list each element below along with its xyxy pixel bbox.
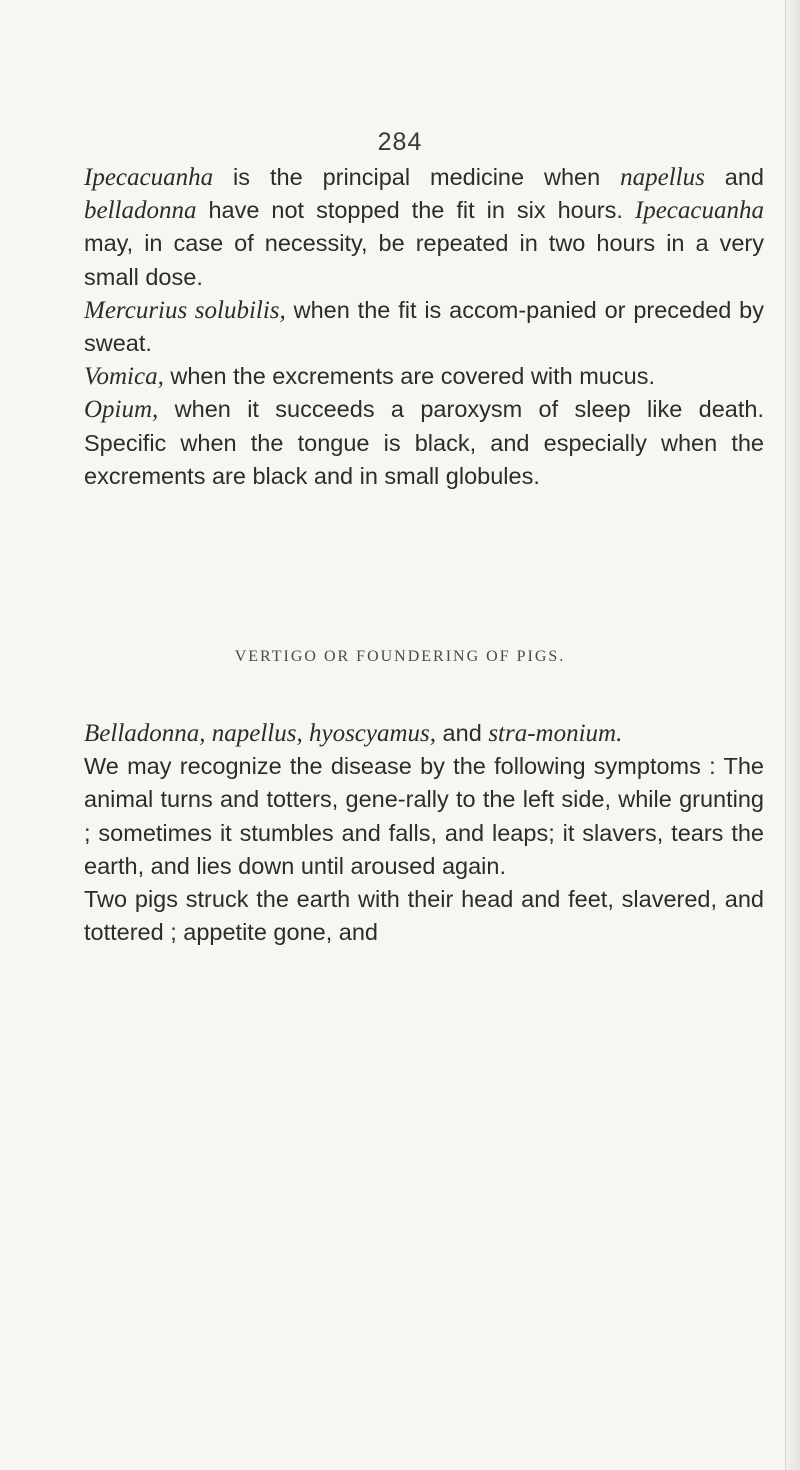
paragraph-opium: [84, 393, 764, 493]
page-edge: [785, 0, 800, 1470]
text-block-ipecacuanha: [84, 161, 764, 493]
page-number: 284: [377, 128, 423, 156]
medicine-name: Belladonna, napellus, hyoscyamus,: [84, 720, 437, 747]
paragraph-text: when the fit is accom-panied or preceded by sweat.: [84, 296, 765, 357]
paragraph-text: is the principal medicine when: [213, 164, 621, 190]
medicine-name: Vomica,: [84, 363, 164, 391]
paragraph-text: when it succeeds a paroxysm of sleep like death. Specific when the tongue is black, and especially when the excrements are black and in small globules.: [84, 396, 764, 489]
paragraph-text: and: [436, 720, 489, 746]
medicine-name: Ipecacuanha: [634, 197, 764, 225]
section-heading: VERTIGO OR FOUNDERING OF PIGS.: [234, 648, 566, 665]
medicine-name: belladonna: [84, 197, 197, 225]
medicine-name: Ipecacuanha: [84, 164, 214, 191]
paragraph-text: when the excrements are covered with mucus.: [163, 363, 655, 390]
paragraph-remedies: [84, 717, 764, 750]
paragraph-text: have not stopped the fit in six hours.: [196, 197, 635, 224]
medicine-name: stra-monium.: [488, 720, 623, 747]
medicine-name: napellus: [620, 164, 705, 191]
paragraph-case: [84, 883, 764, 949]
paragraph-mercurius: [84, 294, 764, 360]
medicine-name: Mercurius solubilis,: [84, 296, 286, 324]
paragraph-text: and: [704, 164, 764, 190]
paragraph-text: We may recognize the disease by the following symptoms : The animal turns and totters, gene-rally to the left side, while grunting ; sometimes it stumbles and falls, and leaps; it slavers, tears the earth, and lies down until aroused again.: [84, 753, 764, 879]
paragraph-symptoms: [84, 750, 764, 883]
medicine-name: Opium,: [84, 396, 159, 424]
paragraph-ipecacuanha: [84, 161, 764, 294]
paragraph-vomica: [84, 360, 764, 393]
paragraph-text: may, in case of necessity, be repeated in two hours in a very small dose.: [84, 230, 764, 290]
text-block-vertigo: [84, 717, 764, 949]
paragraph-text: Two pigs struck the earth with their head and feet, slavered, and tottered ; appetite gone, and: [84, 886, 764, 946]
